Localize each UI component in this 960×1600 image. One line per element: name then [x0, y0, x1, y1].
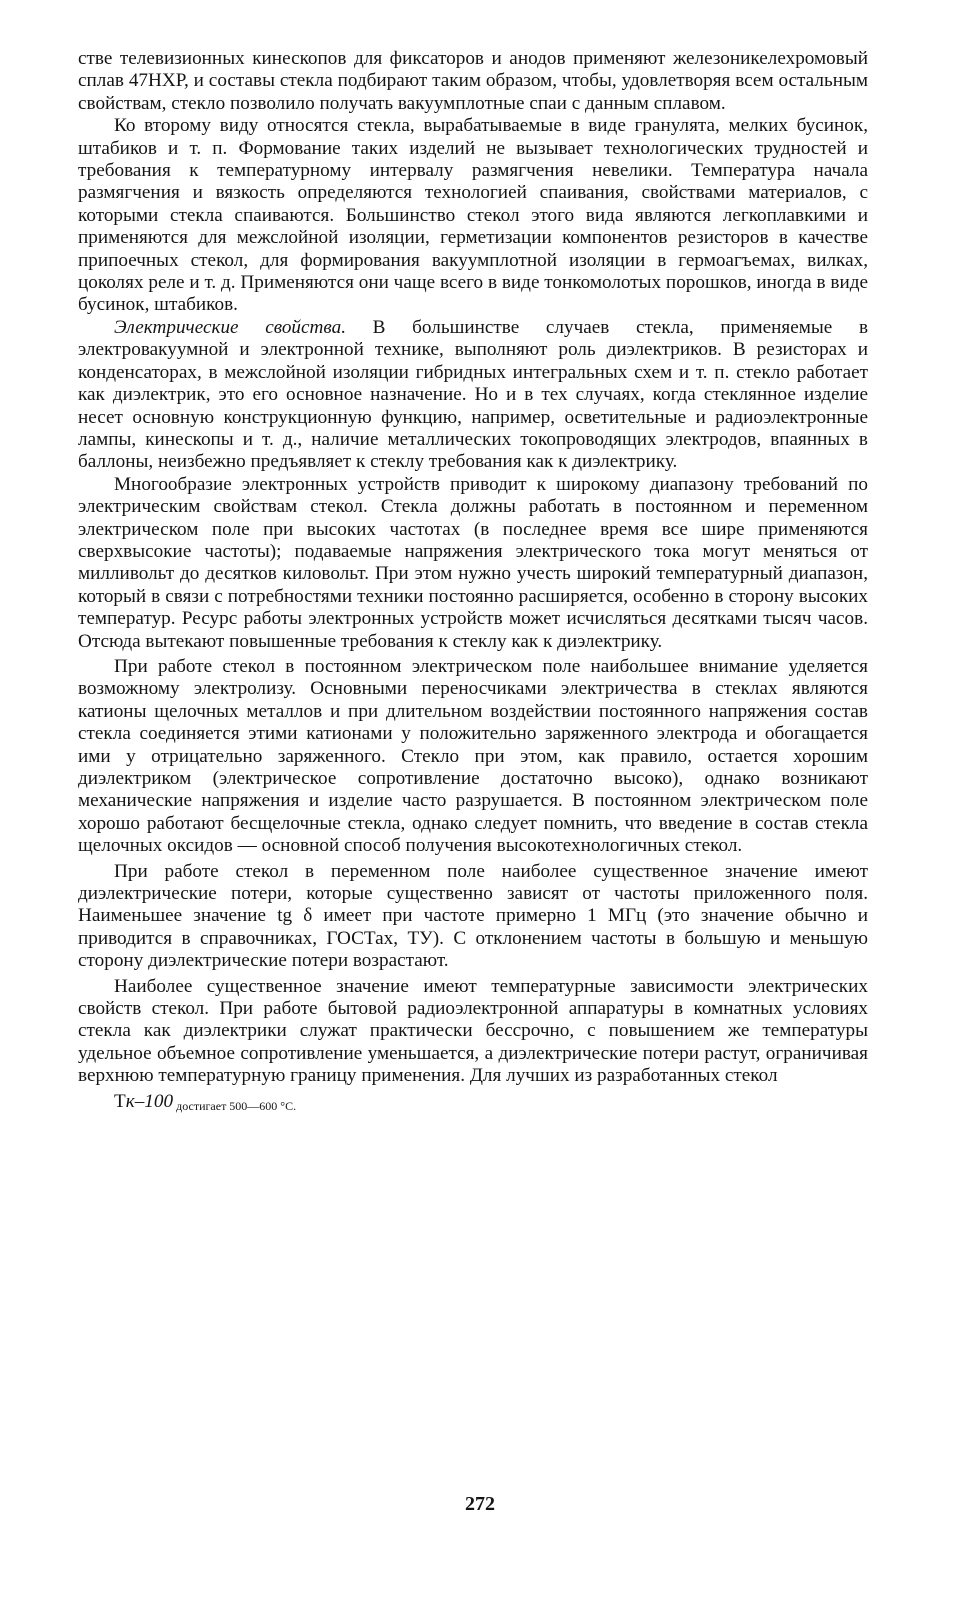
page-text: [78, 48, 868, 1117]
page-number: 272: [465, 1493, 495, 1515]
paragraph: Ко второму виду относятся стекла, вырабатываемые в виде гранулята, мелких бусинок, штабиков и т. п. Формование таких изделий не вызывает технологических трудностей и требования к температурному интервалу размягчения невелики. Температура начала размягчения и вязкость определяются технологией спаивания, свойствами материалов, с которыми стекла спаиваются. Большинство стекол этого вида являются легкоплавкими и применяются для межслойной изоляции, герметизации компонентов резисторов в качестве припоечных стекол, для формирования вакуумплотной изоляции в гермоагъемах, вилках, цоколях реле и т. д. Применяются они чаще всего в виде тонкомолотых порошков, иногда в виде бусинок, штабиков.: [78, 115, 868, 316]
paragraph: Наиболее существенное значение имеют температурные зависимости электрических свойств стекол. При работе бытовой радиоэлектронной аппаратуры в комнатных условиях стекла как диэлектрики служат практически бессрочно, с повышением же температуры удельное объемное сопротивление уменьшается, а диэлектрические потери растут, ограничивая верхнюю температурную границу применения. Для лучших из разработанных стекол: [78, 975, 868, 1087]
paragraph: [78, 1091, 868, 1117]
paragraph: При работе стекол в переменном поле наиболее существенное значение имеют диэлектрические потери, которые существенно зависят от частоты приложенного поля. Наименьшее значение tg δ имеет при частоте примерно 1 МГц (это значение обычно и приводится в справочниках, ГОСТах, ТУ). С отклонением частоты в большую и меньшую сторону диэлектрические потери возрастают.: [78, 860, 868, 972]
temperature-symbol: к–100: [125, 1090, 174, 1112]
paragraph: стве телевизионных кинескопов для фиксаторов и анодов применяют железоникелехромовый сплав 47НХР, и составы стекла подбирают таким образом, чтобы, удовлетворяя всем остальным свойствам, стекло позволило получать вакуумплотные спаи с данным сплавом.: [78, 48, 868, 114]
paragraph-text: В большинстве случаев стекла, применяемые в электровакуумной и электронной технике, выполняют роль диэлектриков. В резисторах и конденсаторах, в межслойной изоляции гибридных интегральных схем и т. п. стекло работает как диэлектрик, это его основное назначение. Но и в тех случаях, когда стеклянное изделие несет основную конструкционную функцию, например, осветительные и радиоэлектронные лампы, кинескопы и т. д., наличие металлических токопроводящих электродов, впаянных в баллоны, неизбежно предъявляет к стеклу требования как к диэлектрику.: [78, 316, 868, 473]
paragraph: [78, 317, 868, 474]
paragraph: Многообразие электронных устройств приводит к широкому диапазону требований по электрическим свойствам стекол. Стекла должны работать в постоянном и переменном электрическом поле при высоких частотах (в последнее время все шире применяются сверхвысокие частоты); подаваемые напряжения электрического тока могут меняться от милливольт до десятков киловольт. При этом нужно учесть широкий температурный диапазон, который в связи с потребностями техники постоянно расширяется, особенно в сторону высоких температур. Ресурс работы электронных устройств может исчисляться десятками тысяч часов. Отсюда вытекают повышенные требования к стеклу как к диэлектрику.: [78, 473, 868, 652]
paragraph-text: T: [114, 1090, 126, 1112]
temperature-subscript: достигает 500—600 °С.: [173, 1098, 297, 1113]
paragraph: При работе стекол в постоянном электрическом поле наибольшее внимание уделяется возможному электролизу. Основными переносчиками электричества в стеклах являются катионы щелочных металлов и при длительном воздействии постоянного напряжения состав стекла соединяется этими катионами у положительно заряженного электрода и обогащается ими у отрицательно заряженного. Стекло при этом, как правило, остается хорошим диэлектриком (электрическое сопротивление достаточно высоко), однако возникают механические напряжения и изделие часто разрушается. В постоянном электрическом поле хорошо работают бесщелочные стекла, однако следует помнить, что введение в состав стекла щелочных оксидов — основной способ получения высокотехнологичных стекол.: [78, 655, 868, 857]
section-heading: Электрические свойства.: [114, 316, 346, 338]
